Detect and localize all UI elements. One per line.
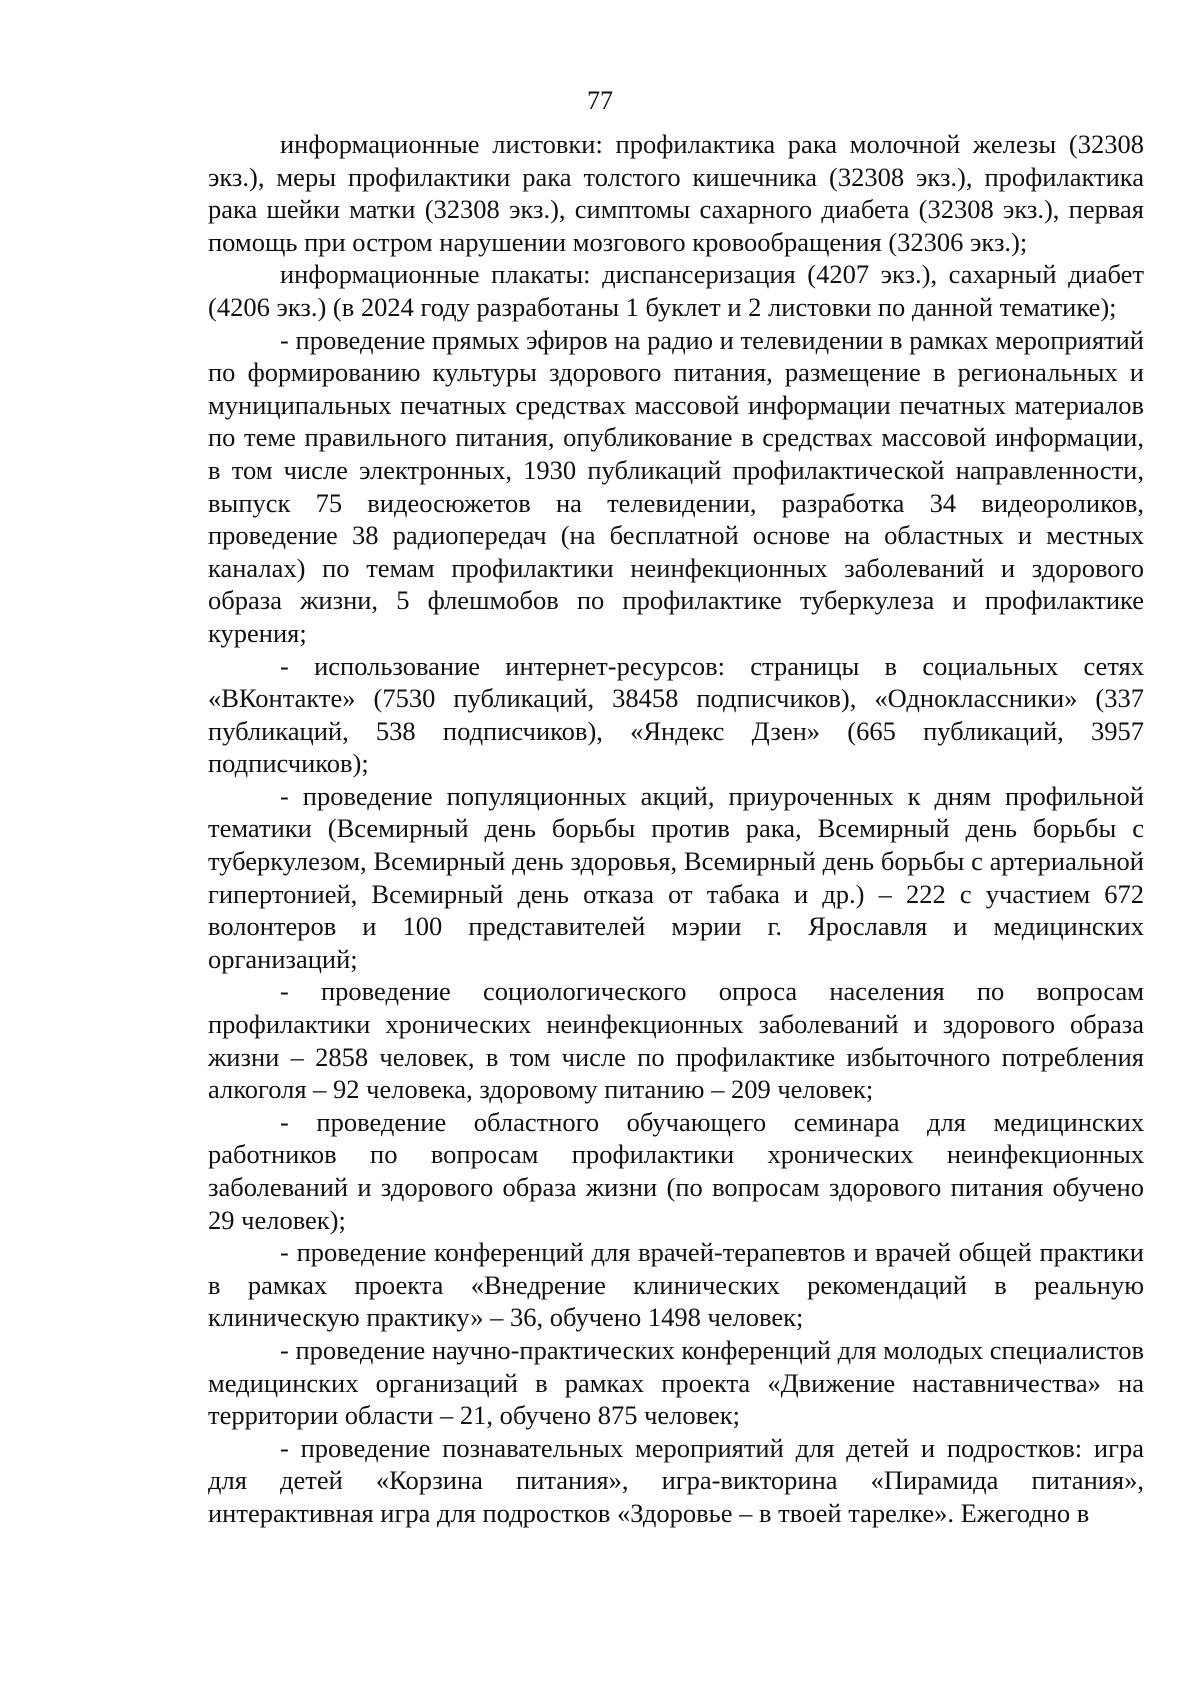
document-body	[208, 128, 1144, 1530]
paragraph-population-actions: - проведение популяционных акций, приуроченных к дням профильной тематики (Всемирный день борьбы против рака, Всемирный день борьбы с туберкулезом, Всемирный день здоровья, Всемирный день борьбы с артериальной гипертонией, Всемирный день отказа от табака и др.) – 222 с участием 672 волонтеров и 100 представителей мэрии г. Ярославля и медицинских организаций;	[208, 780, 1144, 974]
paragraph-young-specialists-conferences: - проведение научно-практических конференций для молодых специалистов медицинских организаций в рамках проекта «Движение наставничества» на территории области – 21, обучено 875 человек;	[208, 1334, 1144, 1431]
paragraph-children-events: - проведение познавательных мероприятий для детей и подростков: игра для детей «Корзина питания», игра-викторина «Пирамида питания», интерактивная игра для подростков «Здоровье – в твоей тарелке». Ежегодно в	[208, 1432, 1144, 1528]
paragraph-regional-seminar: - проведение областного обучающего семинара для медицинских работников по вопросам профилактики хронических неинфекционных заболеваний и здорового образа жизни (по вопросам здорового питания обучено 29 человек);	[208, 1106, 1144, 1235]
page-number: 77	[587, 86, 613, 115]
paragraph-therapist-conferences: - проведение конференций для врачей-терапевтов и врачей общей практики в рамках проекта «Внедрение клинических рекомендаций в реальную клиническую практику» – 36, обучено 1498 человек;	[208, 1237, 1144, 1333]
paragraph-internet-resources: - использование интернет-ресурсов: страницы в социальных сетях «ВКонтакте» (7530 публикаций, 38458 подписчиков), «Одноклассники» (337 публикаций, 538 подписчиков), «Яндекс Дзен» (665 публикаций, 3957 подписчиков);	[208, 650, 1144, 779]
paragraph-broadcasts: - проведение прямых эфиров на радио и телевидении в рамках мероприятий по формированию культуры здорового питания, размещение в региональных и муниципальных печатных средствах массовой информации печатных материалов по теме правильного питания, опубликование в средствах массовой информации, в том числе электронных, 1930 публикаций профилактической направленности, выпуск 75 видеосюжетов на телевидении, разработка 34 видеороликов, проведение 38 радиопередач (на бесплатной основе на областных и местных каналах) по темам профилактики неинфекционных заболеваний и здорового образа жизни, 5 флешмобов по профилактике туберкулеза и профилактике курения;	[208, 324, 1144, 648]
paragraph-sociological-survey: - проведение социологического опроса населения по вопросам профилактики хронических неинфекционных заболеваний и здорового образа жизни – 2858 человек, в том числе по профилактике избыточного потребления алкоголя – 92 человека, здоровому питанию – 209 человек;	[208, 976, 1144, 1105]
paragraph-posters: информационные плакаты: диспансеризация (4207 экз.), сахарный диабет (4206 экз.) (в 2024 году разработаны 1 буклет и 2 листовки по данной тематике);	[208, 259, 1144, 322]
paragraph-leaflets: информационные листовки: профилактика рака молочной железы (32308 экз.), меры профилактики рака толстого кишечника (32308 экз.), профилактика рака шейки матки (32308 экз.), симптомы сахарного диабета (32308 экз.), первая помощь при остром нарушении мозгового кровообращения (32306 экз.);	[208, 129, 1144, 257]
